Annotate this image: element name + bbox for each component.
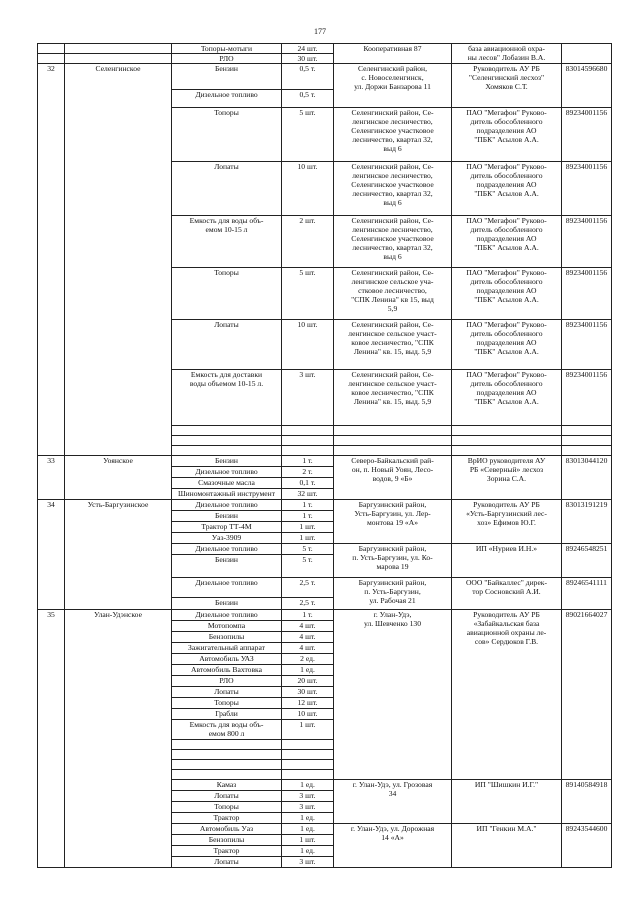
table-cell: Баргузинский район, п. Усть-Баргузин, ул. Ко- марова 19: [334, 544, 452, 578]
table-cell: Руководитель АУ РБ "Селенгинский лесхоз" Хомяков С.Т.: [452, 64, 562, 108]
table-cell: Кооперативная 87: [334, 44, 452, 64]
table-cell: [38, 44, 65, 54]
table-cell: [334, 446, 452, 456]
table-cell: ПАО "Мегафон" Руково- дитель обособленного подразделения АО "ПБК" Асылов А.А.: [452, 216, 562, 268]
table-cell: 89234001156: [562, 162, 612, 216]
table-cell: [65, 54, 172, 64]
table-cell: 34: [38, 500, 65, 610]
table-cell: Грабли: [172, 709, 282, 720]
table-cell: 35: [38, 610, 65, 868]
table-cell: 1 ед.: [282, 824, 334, 835]
table-cell: г. Улан-Удэ, ул. Дорожная 14 «А»: [334, 824, 452, 868]
table-cell: 1 шт.: [282, 533, 334, 544]
table-cell: Руководитель АУ РБ «Усть-Баргузинский лес- хоз» Ефимов Ю.Г.: [452, 500, 562, 544]
table-cell: Селенгинский район, с. Новоселенгинск, ул. Доржи Банзарова 11: [334, 64, 452, 108]
table-cell: Топоры: [172, 698, 282, 709]
table-cell: Улан-Удэнское: [65, 610, 172, 868]
table-cell: [172, 740, 282, 750]
table-cell: 5 т.: [282, 555, 334, 578]
table-cell: РЛО: [172, 54, 282, 64]
table-cell: ПАО "Мегафон" Руково- дитель обособленного подразделения АО "ПБК" Асылов А.А.: [452, 108, 562, 162]
table-cell: база авиационной охра- ны лесов" Лобазин В.А.: [452, 44, 562, 64]
table-cell: 33: [38, 456, 65, 500]
table-cell: 5 т.: [282, 544, 334, 555]
table-cell: Дизельное топливо: [172, 578, 282, 598]
table-cell: Бензин: [172, 511, 282, 522]
table-cell: 1 т.: [282, 456, 334, 467]
table-cell: 1 ед.: [282, 846, 334, 857]
table-cell: Дизельное топливо: [172, 610, 282, 621]
table-cell: Бензин: [172, 598, 282, 610]
table-cell: ПАО "Мегафон" Руково- дитель обособленного подразделения АО "ПБК" Асылов А.А.: [452, 162, 562, 216]
table-cell: Лопаты: [172, 857, 282, 868]
table-cell: 4 шт.: [282, 621, 334, 632]
table-cell: ИП «Нуриев И.Н.»: [452, 544, 562, 578]
resources-table-body: [38, 44, 612, 868]
table-cell: 20 шт.: [282, 676, 334, 687]
table-cell: г. Улан-Удэ, ул. Грозовая 34: [334, 780, 452, 824]
table-cell: Селенгинский район, Се- ленгинское сельское участ- ковое лесничество, "СПК Ленина" кв. 15, выд. 5,9: [334, 370, 452, 426]
table-cell: Топоры-мотыги: [172, 44, 282, 54]
table-cell: 1 ед.: [282, 780, 334, 791]
table-cell: 32: [38, 64, 65, 456]
table-cell: 89243544600: [562, 824, 612, 868]
table-cell: 0,5 т.: [282, 64, 334, 90]
table-cell: [334, 436, 452, 446]
table-cell: 1 т.: [282, 500, 334, 511]
table-cell: Уоянское: [65, 456, 172, 500]
table-cell: 3 шт.: [282, 802, 334, 813]
table-row: [38, 456, 612, 467]
table-cell: Топоры: [172, 802, 282, 813]
table-cell: Топоры: [172, 268, 282, 320]
table-cell: 89021664027: [562, 610, 612, 780]
table-cell: ВрИО руководителя АУ РБ «Северный» лесхоз Зорина С.А.: [452, 456, 562, 500]
table-cell: [172, 770, 282, 780]
table-cell: [65, 44, 172, 54]
table-cell: Бензин: [172, 456, 282, 467]
table-cell: [562, 426, 612, 436]
table-cell: Автомобиль Уаз: [172, 824, 282, 835]
table-cell: 89234001156: [562, 320, 612, 370]
table-cell: Лопаты: [172, 687, 282, 698]
table-cell: 2 ед.: [282, 654, 334, 665]
table-cell: 89234001156: [562, 370, 612, 426]
table-cell: 2,5 т.: [282, 578, 334, 598]
table-cell: Руководитель АУ РБ «Забайкальская база авиационной охраны ле- сов» Сердюков Г.В.: [452, 610, 562, 780]
table-cell: 10 шт.: [282, 709, 334, 720]
table-cell: Мотопомпа: [172, 621, 282, 632]
table-cell: Дизельное топливо: [172, 90, 282, 108]
resources-table: [37, 43, 612, 868]
table-cell: 30 шт.: [282, 687, 334, 698]
table-cell: 2,5 т.: [282, 598, 334, 610]
table-cell: Дизельное топливо: [172, 544, 282, 555]
table-cell: 4 шт.: [282, 632, 334, 643]
table-cell: 89140584918: [562, 780, 612, 824]
table-cell: Бензин: [172, 555, 282, 578]
table-cell: 1 шт.: [282, 835, 334, 846]
table-cell: [172, 426, 282, 436]
table-cell: 5 шт.: [282, 108, 334, 162]
table-cell: Шиномонтажный инструмент: [172, 489, 282, 500]
table-cell: Дизельное топливо: [172, 500, 282, 511]
table-cell: 0,1 т.: [282, 478, 334, 489]
table-cell: Смазочные масла: [172, 478, 282, 489]
table-row: [38, 44, 612, 54]
table-cell: Усть-Баргузинское: [65, 500, 172, 610]
table-cell: Лопаты: [172, 162, 282, 216]
table-cell: Топоры: [172, 108, 282, 162]
table-cell: 83014596680: [562, 64, 612, 108]
table-cell: 0,5 т.: [282, 90, 334, 108]
table-cell: Баргузинский район, Усть-Баргузин, ул. Лер- монтова 19 «А»: [334, 500, 452, 544]
table-cell: [562, 436, 612, 446]
table-cell: Камаз: [172, 780, 282, 791]
table-cell: Селенгинский район, Се- ленгинское лесничество, Селенгинское участковое лесничество, квартал 32, выд 6: [334, 216, 452, 268]
table-cell: [452, 446, 562, 456]
table-cell: 1 ед.: [282, 813, 334, 824]
table-cell: [282, 770, 334, 780]
table-cell: 89234001156: [562, 216, 612, 268]
table-cell: 32 шт.: [282, 489, 334, 500]
table-cell: Лопаты: [172, 791, 282, 802]
table-cell: [562, 44, 612, 64]
table-cell: ПАО "Мегафон" Руково- дитель обособленного подразделения АО "ПБК" Асылов А.А.: [452, 320, 562, 370]
table-cell: Трактор ТТ-4М: [172, 522, 282, 533]
table-cell: 3 шт.: [282, 791, 334, 802]
table-cell: Баргузинский район, п. Усть-Баргузин, ул. Рабочая 21: [334, 578, 452, 610]
table-cell: [452, 426, 562, 436]
table-cell: Емкость для воды объ- емом 800 л: [172, 720, 282, 740]
table-cell: [282, 426, 334, 436]
table-cell: Автомобиль Вахтовка: [172, 665, 282, 676]
table-cell: Селенгинское: [65, 64, 172, 456]
table-cell: 1 шт.: [282, 720, 334, 740]
table-cell: Лопаты: [172, 320, 282, 370]
table-cell: 89234001156: [562, 108, 612, 162]
table-cell: ПАО "Мегафон" Руково- дитель обособленного подразделения АО "ПБК" Асылов А.А.: [452, 268, 562, 320]
table-cell: [172, 436, 282, 446]
table-cell: 24 шт.: [282, 44, 334, 54]
table-cell: Селенгинский район, Се- ленгинское сельское участ- ковое лесничество, "СПК Ленина" кв. 15, выд. 5,9: [334, 320, 452, 370]
table-cell: 2 шт.: [282, 216, 334, 268]
table-row: [38, 610, 612, 621]
table-cell: Селенгинский район, Се- ленгинское сельское уча- стковое лесничество, "СПК Ленина" кв 15, выд 5,9: [334, 268, 452, 320]
table-cell: ООО "Байкаллес" дирек- тор Сосновский А.И.: [452, 578, 562, 610]
table-cell: [282, 740, 334, 750]
table-cell: Северо-Байкальский рай- он, п. Новый Уоян, Лесо- водов, 9 «Б»: [334, 456, 452, 500]
table-row: [38, 500, 612, 511]
table-cell: ИП "Шишкин И.Г.": [452, 780, 562, 824]
table-cell: 83013191219: [562, 500, 612, 544]
table-cell: Бензопилы: [172, 835, 282, 846]
table-cell: 10 шт.: [282, 320, 334, 370]
table-cell: Селенгинский район, Се- ленгинское лесничество, Селенгинское участковое лесничество, квартал 32, выд 6: [334, 162, 452, 216]
table-cell: [282, 446, 334, 456]
table-cell: 1 т.: [282, 511, 334, 522]
table-cell: 5 шт.: [282, 268, 334, 320]
table-cell: 1 шт.: [282, 522, 334, 533]
table-cell: 83013044120: [562, 456, 612, 500]
table-cell: [172, 446, 282, 456]
table-cell: [172, 750, 282, 760]
table-cell: [282, 750, 334, 760]
table-cell: Емкость для воды объ- емом 10-15 л: [172, 216, 282, 268]
table-cell: 2 т.: [282, 467, 334, 478]
table-cell: 89246548251: [562, 544, 612, 578]
table-cell: 1 т.: [282, 610, 334, 621]
table-cell: 3 шт.: [282, 857, 334, 868]
table-cell: ИП "Генкин М.А.": [452, 824, 562, 868]
table-cell: Бензин: [172, 64, 282, 90]
table-cell: 10 шт.: [282, 162, 334, 216]
table-cell: 3 шт.: [282, 370, 334, 426]
table-cell: 4 шт.: [282, 643, 334, 654]
table-cell: ПАО "Мегафон" Руково- дитель обособленного подразделения АО "ПБК" Асылов А.А.: [452, 370, 562, 426]
table-cell: 89234001156: [562, 268, 612, 320]
table-cell: [282, 436, 334, 446]
table-cell: [334, 426, 452, 436]
table-cell: 12 шт.: [282, 698, 334, 709]
table-cell: Дизельное топливо: [172, 467, 282, 478]
table-cell: Автомобиль УАЗ: [172, 654, 282, 665]
table-cell: 89246541111: [562, 578, 612, 610]
table-cell: Уаз-3909: [172, 533, 282, 544]
table-cell: Трактор: [172, 813, 282, 824]
table-row: [38, 64, 612, 90]
table-cell: РЛО: [172, 676, 282, 687]
table-cell: 1 ед.: [282, 665, 334, 676]
table-cell: [562, 446, 612, 456]
table-cell: Бензопилы: [172, 632, 282, 643]
table-cell: [172, 760, 282, 770]
table-cell: 30 шт.: [282, 54, 334, 64]
table-cell: г. Улан-Удэ, ул. Шевченко 130: [334, 610, 452, 780]
table-cell: Емкость для доставки воды объемом 10-15 л.: [172, 370, 282, 426]
page-number: 177: [314, 27, 326, 36]
table-cell: [282, 760, 334, 770]
table-cell: Селенгинский район, Се- ленгинское лесничество, Селенгинское участковое лесничество, квартал 32, выд 6: [334, 108, 452, 162]
table-cell: [38, 54, 65, 64]
table-cell: Зажигательный аппарат: [172, 643, 282, 654]
table-cell: Трактор: [172, 846, 282, 857]
table-cell: [452, 436, 562, 446]
